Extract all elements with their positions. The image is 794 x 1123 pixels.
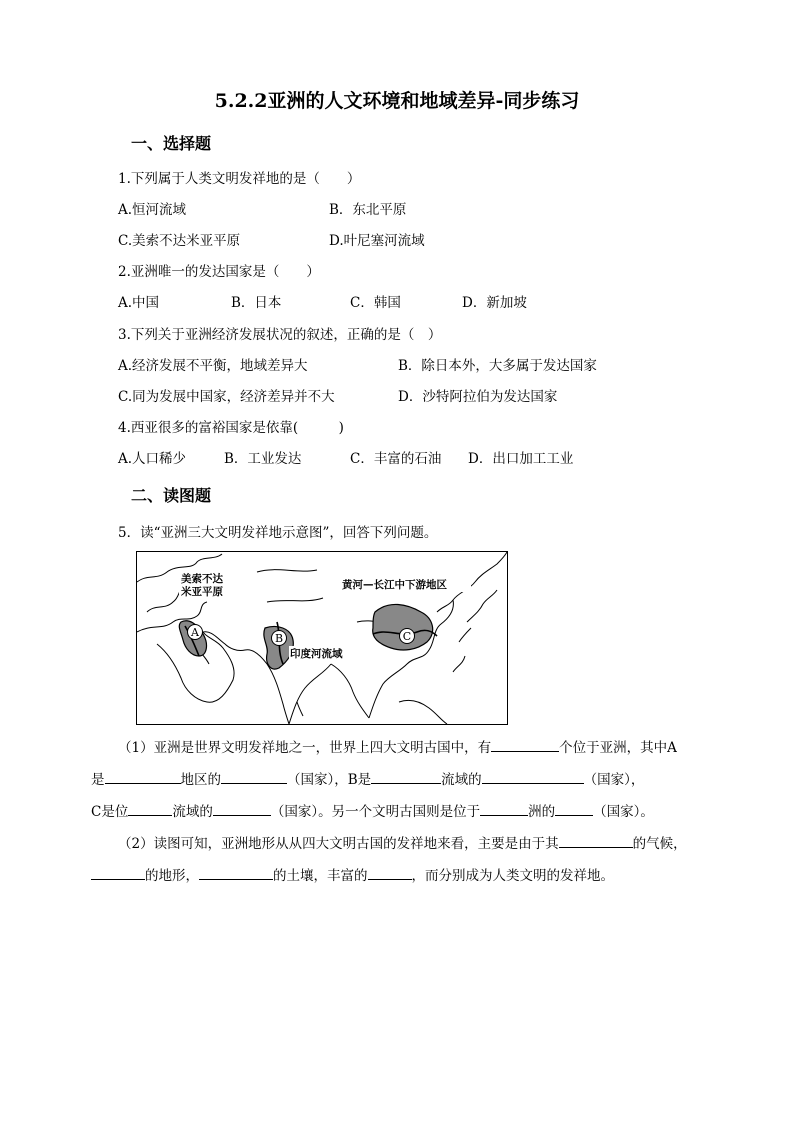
question-3-stem: 3.下列关于亚洲经济发展状况的叙述，正确的是（ ）	[118, 327, 442, 343]
question-3-option-d: D．沙特阿拉伯为发达国家	[398, 389, 558, 405]
answer-blank[interactable]	[105, 769, 181, 784]
answer-blank[interactable]	[221, 769, 287, 784]
inland-border-2	[267, 598, 323, 602]
question-4-stem: 4.西亚很多的富裕国家是依靠( )	[118, 420, 344, 436]
answer-blank[interactable]	[480, 801, 528, 816]
q5-part1-line1	[118, 733, 677, 763]
coastline-india-east	[289, 664, 331, 724]
q5-part1-line3	[91, 797, 654, 827]
q5-p2-text: ，而分别成为人类文明的发祥地。	[411, 868, 614, 884]
indonesia-island	[399, 700, 447, 724]
answer-blank[interactable]	[368, 865, 412, 880]
q5-p1-text: C是位	[91, 804, 129, 820]
taiwan-island	[459, 628, 471, 642]
page-title: 5.2.2亚洲的人文环境和地域差异-同步练习	[214, 90, 580, 112]
q5-p2-text: （2）读图可知，亚洲地形从从四大文明古国的发祥地来看，主要是由于其	[118, 836, 559, 852]
marker-c-label: C	[402, 630, 412, 643]
civilization-map	[136, 551, 508, 725]
answer-blank[interactable]	[559, 833, 633, 848]
question-3-option-b: B．除日本外，大多属于发达国家	[398, 358, 597, 374]
philippines-island	[453, 656, 465, 672]
question-2-option-a: A.中国	[118, 295, 160, 311]
question-4-option-b: B．工业发达	[224, 451, 302, 467]
q5-p1-text: 流域的	[172, 804, 213, 820]
q5-p1-text: （国家）。	[593, 804, 654, 820]
question-2-stem: 2.亚洲唯一的发达国家是（ ）	[118, 264, 320, 280]
marker-a-label: A	[191, 626, 199, 639]
q5-p1-text: （国家），B是	[287, 772, 372, 788]
q5-p1-text: （国家），	[583, 772, 645, 788]
region-c-yellow-yangtze	[373, 604, 433, 650]
map-svg	[137, 552, 507, 724]
question-1-option-b: B．东北平原	[329, 202, 407, 218]
map-label-mesopotamia-line2: 米亚平原	[181, 586, 223, 598]
map-label-mesopotamia-line1: 美索不达	[181, 573, 223, 585]
coastline-bay-bengal	[331, 664, 369, 718]
question-3-option-a: A.经济发展不平衡，地域差异大	[118, 358, 308, 374]
question-1-option-a: A.恒河流域	[118, 202, 187, 218]
question-2-option-d: D．新加坡	[462, 295, 527, 311]
q5-p2-text: 的地形，	[145, 868, 199, 884]
question-2-option-b: B．日本	[231, 295, 282, 311]
q5-p1-text: （国家）。另一个文明古国则是位于	[270, 804, 481, 820]
question-4-option-c: C．丰富的石油	[350, 451, 442, 467]
question-1-option-c: C.美索不达米亚平原	[118, 233, 241, 249]
question-4-option-d: D．出口加工工业	[468, 451, 574, 467]
answer-blank[interactable]	[555, 801, 593, 816]
marker-b-label: B	[274, 632, 284, 645]
coastline-korea	[437, 600, 453, 612]
q5-p1-text: 地区的	[180, 772, 221, 788]
q5-part2-line1	[118, 829, 687, 859]
question-4-option-a: A.人口稀少	[118, 451, 187, 467]
q5-p1-text: 个位于亚洲，其中A	[559, 740, 677, 756]
q5-part2-line2	[91, 861, 614, 891]
question-1-stem: 1.下列属于人类文明发祥地的是（ ）	[118, 171, 361, 187]
q5-p1-text: 洲的	[528, 804, 556, 820]
japan-island	[467, 590, 497, 622]
section-heading-choice: 一、选择题	[131, 134, 212, 153]
inland-border-1	[257, 570, 317, 572]
q5-p2-text: 的土壤，丰富的	[273, 868, 368, 884]
question-3-option-c: C.同为发展中国家，经济差异并不大	[118, 389, 335, 405]
answer-blank[interactable]	[199, 865, 273, 880]
answer-blank[interactable]	[491, 737, 559, 752]
q5-p1-text: 是	[91, 772, 105, 788]
question-5-stem: 5．读“亚洲三大文明发祥地示意图”，回答下列问题。	[118, 525, 438, 541]
q5-p1-text: 流域的	[441, 772, 482, 788]
question-1-option-d: D.叶尼塞河流域	[329, 233, 425, 249]
question-2-option-c: C．韩国	[350, 295, 401, 311]
answer-blank[interactable]	[482, 769, 584, 784]
answer-blank[interactable]	[213, 801, 271, 816]
sri-lanka-island	[297, 702, 303, 716]
answer-blank[interactable]	[371, 769, 441, 784]
map-label-indus: 印度河流域	[290, 648, 343, 660]
answer-blank[interactable]	[128, 801, 172, 816]
answer-blank[interactable]	[91, 865, 145, 880]
section-heading-map: 二、读图题	[131, 486, 212, 505]
q5-p1-text: （1）亚洲是世界文明发祥地之一，世界上四大文明古国中，有	[118, 740, 492, 756]
map-label-yellow-yangtze: 黄河—长江中下游地区	[342, 579, 447, 591]
q5-p2-text: 的气候，	[632, 836, 687, 852]
q5-part1-line2	[91, 765, 644, 795]
